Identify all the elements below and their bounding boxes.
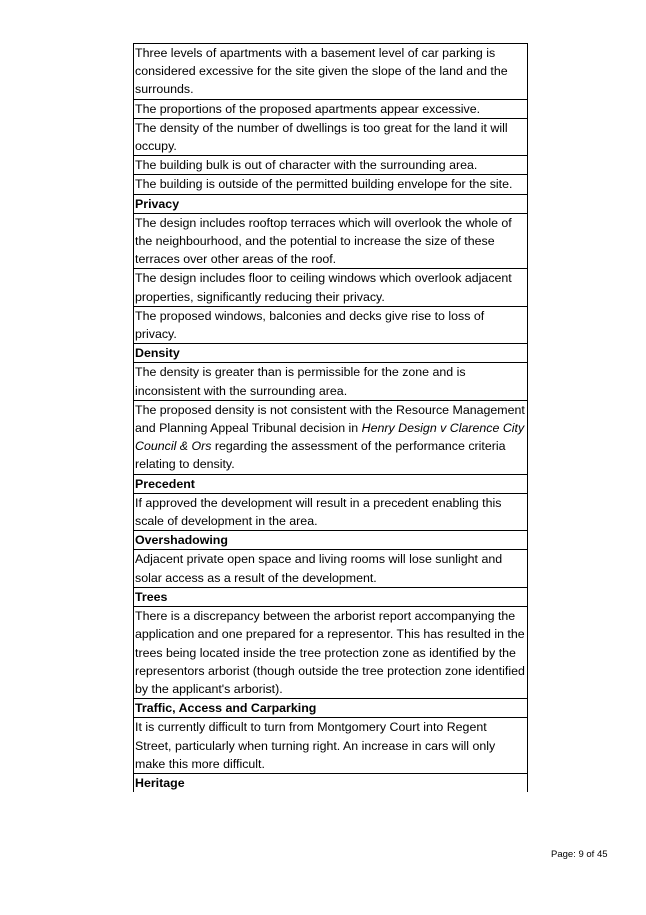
section-heading xyxy=(134,587,528,606)
cell-text: The design includes rooftop terraces which will overlook the whole of the neighbourhood, and the potential to increase the size of these terraces over other areas of the roof. xyxy=(135,215,512,267)
table-cell xyxy=(134,44,528,100)
section-heading-text: Precedent xyxy=(135,476,195,491)
table-cell xyxy=(134,156,528,175)
section-heading-row xyxy=(134,474,528,493)
section-heading-text: Overshadowing xyxy=(135,533,228,548)
section-heading-row xyxy=(134,587,528,606)
cell-text: regarding the assessment of the performance criteria relating to density. xyxy=(135,439,506,472)
section-heading-row xyxy=(134,194,528,213)
table-row xyxy=(134,175,528,194)
table-cell xyxy=(134,493,528,530)
table-row xyxy=(134,99,528,118)
cell-text: The density of the number of dwellings is too great for the land it will occupy. xyxy=(135,120,508,154)
table-row xyxy=(134,550,528,587)
cell-text: The proposed windows, balconies and decks give rise to loss of privacy. xyxy=(135,308,485,342)
cell-text: Three levels of apartments with a basement level of car parking is considered excessive for the site given the slope of the land and the surrounds. xyxy=(135,46,508,97)
table-row xyxy=(134,44,528,100)
table-cell xyxy=(134,607,528,699)
table-cell xyxy=(134,99,528,118)
table-cell xyxy=(134,400,528,474)
section-heading-row xyxy=(134,531,528,550)
section-heading-text: Privacy xyxy=(135,196,180,211)
section-heading-text: Traffic, Access and Carparking xyxy=(135,701,317,716)
section-heading xyxy=(134,773,528,792)
table-cell xyxy=(134,363,528,400)
objections-table xyxy=(133,43,528,792)
section-heading xyxy=(134,699,528,718)
table-row xyxy=(134,400,528,474)
table-cell xyxy=(134,550,528,587)
table-cell xyxy=(134,306,528,343)
section-heading-row xyxy=(134,773,528,792)
table-row xyxy=(134,363,528,400)
cell-text: The building is outside of the permitted building envelope for the site. xyxy=(135,177,513,192)
table-row xyxy=(134,213,528,269)
table-cell xyxy=(134,175,528,194)
cell-text: The building bulk is out of character with the surrounding area. xyxy=(135,158,478,173)
section-heading xyxy=(134,194,528,213)
case-citation: Henry Design v Clarence City Council & Ors xyxy=(135,421,525,454)
table-cell xyxy=(134,118,528,155)
table-row xyxy=(134,718,528,774)
cell-text: It is currently difficult to turn from Montgomery Court into Regent Street, particularly when turning right. An increase in cars will only make this more difficult. xyxy=(135,720,496,771)
table-row xyxy=(134,269,528,306)
section-heading-row xyxy=(134,699,528,718)
section-heading xyxy=(134,474,528,493)
table-cell xyxy=(134,213,528,269)
section-heading xyxy=(134,531,528,550)
section-heading-text: Trees xyxy=(135,589,168,604)
table-row xyxy=(134,156,528,175)
table-row xyxy=(134,118,528,155)
table-cell xyxy=(134,269,528,306)
cell-text: The design includes floor to ceiling windows which overlook adjacent properties, significantly reducing their privacy. xyxy=(135,271,512,304)
cell-text: If approved the development will result in a precedent enabling this scale of development in the area. xyxy=(135,495,502,529)
cell-text: The proportions of the proposed apartments appear excessive. xyxy=(135,101,481,116)
cell-text: There is a discrepancy between the arborist report accompanying the application and one prepared for a representor. This has resulted in the trees being located inside the tree protection zone as identified by the representors arborist (though outside the tree protection zone identified by the applicant's arborist). xyxy=(135,609,525,696)
table-cell xyxy=(134,718,528,774)
section-heading-text: Density xyxy=(135,346,180,361)
cell-text: Adjacent private open space and living rooms will lose sunlight and solar access as a result of the development. xyxy=(135,552,503,585)
section-heading-row xyxy=(134,344,528,363)
cell-text: The proposed density is not consistent with the Resource Management and Planning Appeal Tribunal decision in xyxy=(135,402,525,436)
table-row xyxy=(134,493,528,530)
section-heading-text: Heritage xyxy=(135,775,185,790)
table-row xyxy=(134,607,528,699)
section-heading xyxy=(134,344,528,363)
table-row xyxy=(134,306,528,343)
page-number: Page: 9 of 45 xyxy=(551,849,608,860)
cell-text: The density is greater than is permissible for the zone and is inconsistent with the surrounding area. xyxy=(135,365,466,398)
